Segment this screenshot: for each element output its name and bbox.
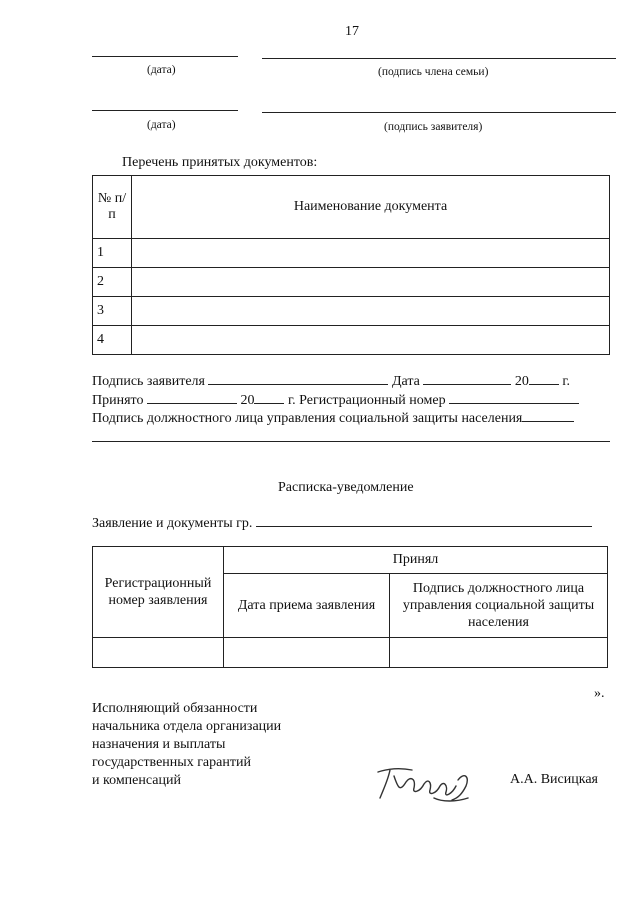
applicant-signature-caption: (подпись заявителя) — [384, 121, 483, 133]
accepted-label: Принято — [92, 393, 144, 408]
table-header-row — [93, 176, 610, 239]
reg-number-cell[interactable] — [93, 638, 224, 668]
applicant-signature-field[interactable] — [208, 372, 388, 385]
date-caption: (дата) — [147, 64, 176, 76]
table-row — [93, 326, 610, 355]
official-signature-label: Подпись должностного лица управления социальной защиты населения — [92, 411, 523, 426]
documents-heading: Перечень принятых документов: — [122, 155, 318, 170]
year-field[interactable] — [529, 372, 559, 385]
citizen-name-field[interactable] — [256, 514, 592, 527]
date-cell[interactable] — [224, 638, 390, 668]
year-suffix: г. — [562, 374, 571, 389]
table-row — [93, 239, 610, 268]
table-row — [93, 297, 610, 326]
col-date-header: Дата приема заявления — [224, 574, 390, 638]
statement-label: Заявление и документы гр. — [92, 516, 253, 531]
accepted-line — [92, 391, 579, 409]
date-label: Дата — [391, 374, 420, 389]
signatory-name: А.А. Висицкая — [510, 772, 598, 787]
row-number: 4 — [93, 326, 132, 355]
table-row — [93, 268, 610, 297]
year-prefix: 20 — [240, 393, 255, 408]
reg-number-label: г. Регистрационный номер — [287, 393, 446, 408]
position-line: Исполняющий обязанности — [92, 701, 258, 716]
row-number: 1 — [93, 239, 132, 268]
page-number: 17 — [345, 24, 359, 39]
year-field[interactable] — [254, 391, 284, 404]
position-line: и компенсаций — [92, 773, 181, 788]
signature-line — [262, 58, 616, 59]
applicant-signature-line — [92, 372, 570, 390]
receipt-title: Расписка-уведомление — [278, 480, 414, 495]
col-reg-header: Регистрационный номер заявления — [93, 547, 224, 638]
col-sign-header: Подпись должностного лица управления социальной защиты населения — [390, 574, 608, 638]
official-signature-line — [92, 409, 574, 427]
col-number-header: № п/п — [93, 176, 132, 239]
sign-cell[interactable] — [390, 638, 608, 668]
date-caption: (дата) — [147, 119, 176, 131]
date-line — [92, 110, 238, 111]
row-number: 3 — [93, 297, 132, 326]
document-name-cell[interactable] — [132, 326, 610, 355]
document-name-cell[interactable] — [132, 297, 610, 326]
divider-line — [92, 441, 610, 442]
table-row — [93, 638, 608, 668]
signatory-position — [92, 700, 281, 790]
document-name-cell[interactable] — [132, 239, 610, 268]
statement-line — [92, 514, 592, 532]
col-name-header: Наименование документа — [132, 176, 610, 239]
date-field[interactable] — [423, 372, 511, 385]
accepted-date-field[interactable] — [147, 391, 237, 404]
document-name-cell[interactable] — [132, 268, 610, 297]
year-prefix: 20 — [514, 374, 529, 389]
official-signature-field[interactable] — [522, 409, 574, 422]
row-number: 2 — [93, 268, 132, 297]
handwritten-signature — [372, 758, 482, 808]
receipt-table — [92, 546, 608, 668]
applicant-signature-label: Подпись заявителя — [92, 374, 205, 389]
reg-number-field[interactable] — [449, 391, 579, 404]
documents-table — [92, 175, 610, 355]
col-accepted-header: Принял — [224, 547, 608, 574]
signature-line — [262, 112, 616, 113]
closing-mark: ». — [594, 686, 605, 701]
family-signature-caption: (подпись члена семьи) — [378, 66, 489, 78]
position-line: начальника отдела организации — [92, 719, 282, 734]
position-line: государственных гарантий — [92, 755, 251, 770]
position-line: назначения и выплаты — [92, 737, 226, 752]
date-line — [92, 56, 238, 57]
